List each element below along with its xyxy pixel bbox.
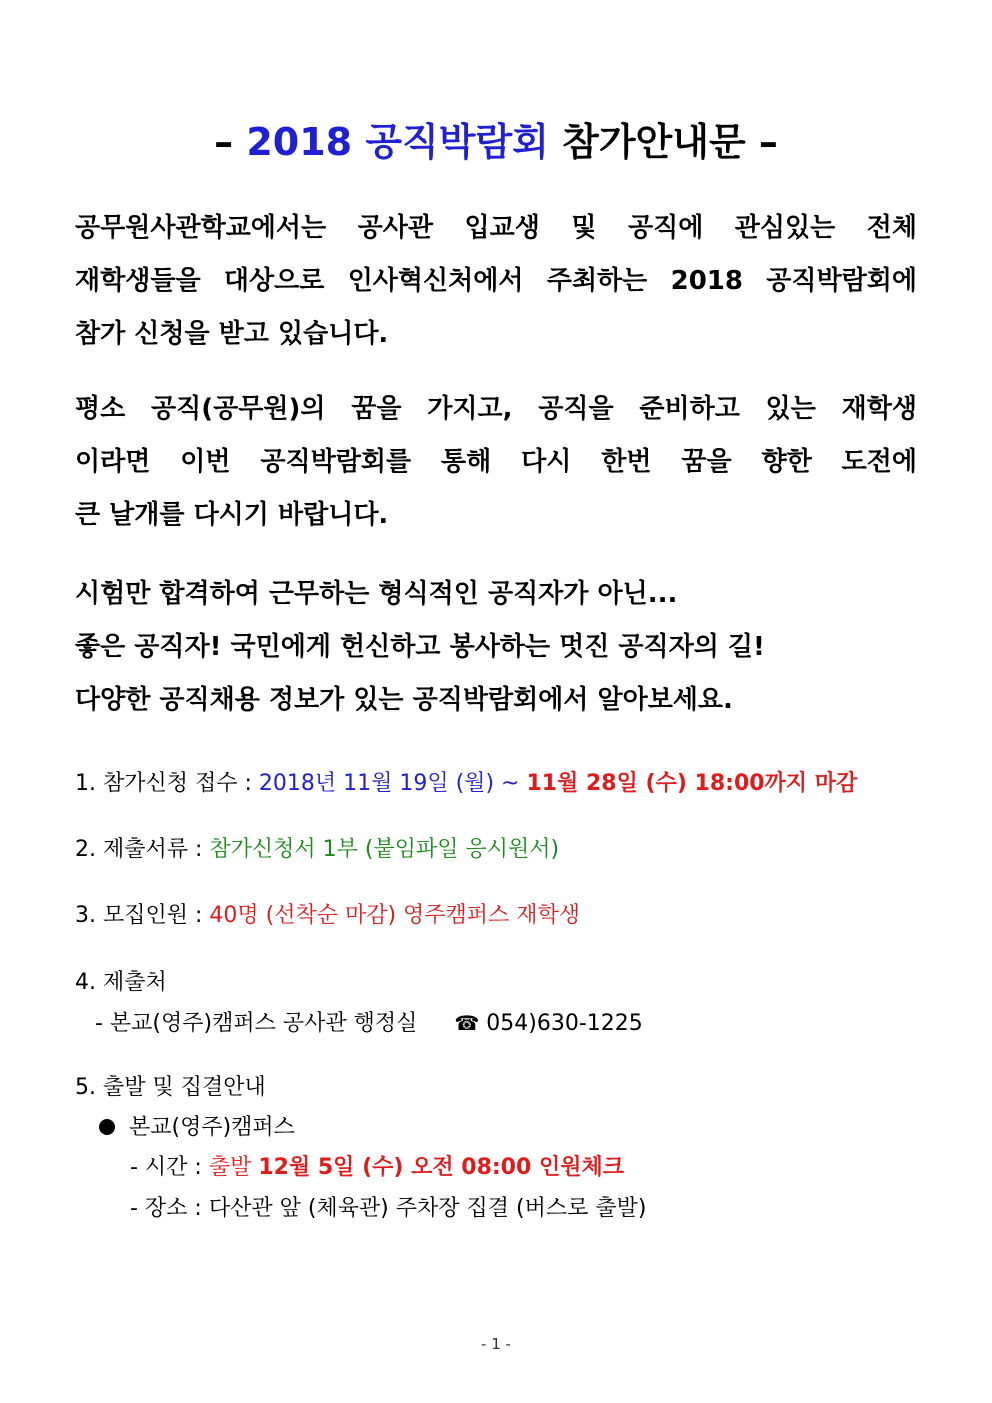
title-dash-left: – bbox=[214, 120, 234, 164]
paragraph-line: 재학생들을 대상으로 인사혁신처에서 주최하는 2018 공직박람회에 bbox=[75, 266, 917, 296]
item-label: 4. 제출처 bbox=[75, 970, 167, 995]
paragraph-line: 시험만 합격하여 근무하는 형식적인 공직자가 아닌... bbox=[75, 579, 678, 609]
submission-place bbox=[95, 1007, 643, 1040]
place-label: - 장소 : bbox=[130, 1196, 209, 1221]
motivation-paragraph bbox=[75, 568, 917, 727]
title-event-name: 2018 공직박람회 bbox=[246, 120, 549, 164]
item-label: 3. 모집인원 : bbox=[75, 903, 210, 928]
time-prefix: 출발 bbox=[208, 1155, 259, 1180]
bullet-icon bbox=[99, 1119, 115, 1135]
place-value: 다산관 앞 (체육관) 주차장 집결 (버스로 출발) bbox=[208, 1196, 647, 1221]
recruitment-value: 40명 (선착순 마감) 영주캠퍼스 재학생 bbox=[209, 903, 581, 928]
recruitment-item bbox=[75, 900, 580, 932]
period-start: 2018년 11월 19일 (월) ~ bbox=[258, 771, 527, 796]
paragraph-line: 이라면 이번 공직박람회를 통해 다시 한번 꿈을 향한 도전에 bbox=[75, 447, 917, 477]
title-notice: 참가안내문 bbox=[562, 120, 746, 164]
submission-place-text: - 본교(영주)캠퍼스 공사관 행정실 bbox=[95, 1011, 418, 1036]
documents-value: 참가신청서 1부 (붙임파일 응시원서) bbox=[209, 837, 560, 862]
paragraph-line: 좋은 공직자! 국민에게 헌신하고 봉사하는 멋진 공직자의 길! bbox=[75, 632, 765, 662]
phone-number: 054)630-1225 bbox=[486, 1011, 643, 1036]
application-period-item bbox=[75, 768, 857, 800]
time-label: - 시간 : bbox=[130, 1155, 209, 1180]
period-deadline: 11월 28일 (수) 18:00까지 마감 bbox=[526, 771, 858, 796]
time-value: 12월 5일 (수) 오전 08:00 인원체크 bbox=[258, 1155, 624, 1180]
paragraph-line: 다양한 공직채용 정보가 있는 공직박람회에서 알아보세요. bbox=[75, 685, 733, 715]
submission-item bbox=[75, 967, 167, 999]
page-title bbox=[0, 112, 992, 172]
phone-icon: ☎ bbox=[454, 1011, 480, 1035]
campus-name: 본교(영주)캠퍼스 bbox=[129, 1115, 295, 1140]
page-number: - 1 - bbox=[481, 1335, 511, 1353]
departure-place bbox=[130, 1193, 646, 1225]
item-label: 5. 출발 및 집결안내 bbox=[75, 1075, 266, 1100]
paragraph-line: 평소 공직(공무원)의 꿈을 가지고, 공직을 준비하고 있는 재학생 bbox=[75, 394, 917, 424]
item-label: 2. 제출서류 : bbox=[75, 837, 210, 862]
documents-item bbox=[75, 834, 559, 866]
intro-paragraph bbox=[75, 202, 917, 361]
departure-time bbox=[130, 1152, 624, 1184]
title-dash-right: – bbox=[758, 120, 778, 164]
encouragement-paragraph bbox=[75, 383, 917, 542]
item-label: 1. 참가신청 접수 : bbox=[75, 771, 259, 796]
paragraph-line: 참가 신청을 받고 있습니다. bbox=[75, 319, 389, 349]
departure-item bbox=[75, 1072, 266, 1104]
paragraph-line: 공무원사관학교에서는 공사관 입교생 및 공직에 관심있는 전체 bbox=[75, 213, 917, 243]
campus-bullet bbox=[99, 1112, 295, 1144]
paragraph-line: 큰 날개를 다시기 바랍니다. bbox=[75, 500, 389, 530]
